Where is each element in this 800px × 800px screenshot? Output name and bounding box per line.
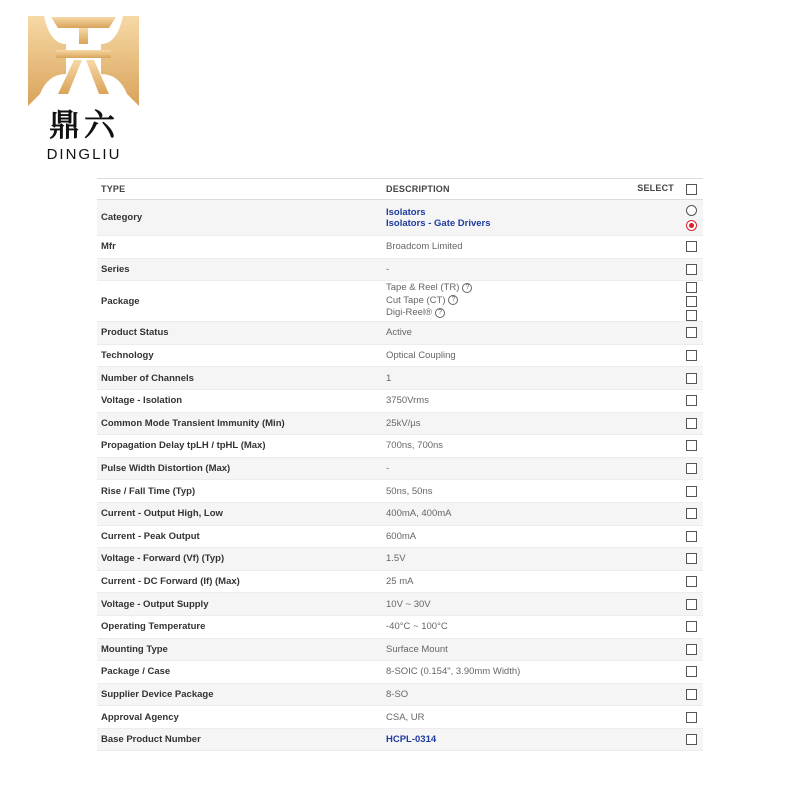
row-value: 25kV/µs <box>382 412 627 435</box>
table-row <box>97 593 703 616</box>
row-select <box>627 615 703 638</box>
table-row <box>97 435 703 458</box>
row-select <box>627 344 703 367</box>
row-checkbox[interactable] <box>686 508 697 519</box>
package-option-digi-reel <box>386 307 623 320</box>
package-checkbox-tape-reel[interactable] <box>686 282 697 293</box>
help-icon[interactable]: ? <box>462 283 472 293</box>
package-option-cut-tape <box>386 295 623 308</box>
header-select <box>627 179 703 200</box>
table-row <box>97 344 703 367</box>
package-option-label: Digi-Reel® <box>386 307 433 319</box>
row-select <box>627 389 703 412</box>
package-option-label: Cut Tape (CT) <box>386 294 446 306</box>
table-row <box>97 457 703 480</box>
row-value: Active <box>382 322 627 345</box>
row-checkbox[interactable] <box>686 395 697 406</box>
table-row-series <box>97 258 703 281</box>
row-label: Approval Agency <box>97 706 382 729</box>
row-label: Voltage - Output Supply <box>97 593 382 616</box>
header-select-label: SELECT <box>637 183 674 194</box>
row-select <box>627 525 703 548</box>
table-row <box>97 638 703 661</box>
header-description: DESCRIPTION <box>382 179 627 200</box>
row-value: - <box>382 457 627 480</box>
row-checkbox[interactable] <box>686 734 697 745</box>
brand-name-en: DINGLIU <box>46 146 122 163</box>
row-value: - <box>382 258 627 281</box>
table-row-base-product <box>97 728 703 751</box>
product-attributes-table <box>97 178 703 751</box>
row-checkbox[interactable] <box>686 373 697 384</box>
row-label: Operating Temperature <box>97 615 382 638</box>
row-value: 8-SO <box>382 683 627 706</box>
row-select <box>627 728 703 751</box>
row-label: Common Mode Transient Immunity (Min) <box>97 412 382 435</box>
row-select <box>627 593 703 616</box>
row-checkbox[interactable] <box>686 689 697 700</box>
dingliu-logo-icon <box>26 14 141 109</box>
brand-name-cn: 鼎六 <box>49 108 119 144</box>
table-row <box>97 525 703 548</box>
row-label: Propagation Delay tpLH / tpHL (Max) <box>97 435 382 458</box>
table-row <box>97 389 703 412</box>
base-product-link[interactable]: HCPL-0314 <box>386 734 437 746</box>
row-select <box>627 200 703 236</box>
row-select <box>627 258 703 281</box>
table-row <box>97 412 703 435</box>
table-row <box>97 548 703 571</box>
row-value: 1 <box>382 367 627 390</box>
row-label: Mfr <box>97 236 382 259</box>
row-label: Technology <box>97 344 382 367</box>
row-select <box>627 548 703 571</box>
row-label: Mounting Type <box>97 638 382 661</box>
row-value: 3750Vrms <box>382 389 627 412</box>
row-select <box>627 412 703 435</box>
table-row <box>97 683 703 706</box>
table-row <box>97 480 703 503</box>
row-checkbox[interactable] <box>686 463 697 474</box>
row-checkbox[interactable] <box>686 440 697 451</box>
row-select <box>627 236 703 259</box>
row-select <box>627 638 703 661</box>
category-link-gate-drivers[interactable]: Isolators - Gate Drivers <box>386 217 491 229</box>
row-checkbox[interactable] <box>686 327 697 338</box>
row-checkbox[interactable] <box>686 350 697 361</box>
table-row <box>97 502 703 525</box>
table-row-package <box>97 281 703 322</box>
category-radio-isolators[interactable] <box>686 205 697 216</box>
row-label: Voltage - Forward (Vf) (Typ) <box>97 548 382 571</box>
row-label: Rise / Fall Time (Typ) <box>97 480 382 503</box>
row-label: Number of Channels <box>97 367 382 390</box>
row-checkbox[interactable] <box>686 621 697 632</box>
row-checkbox[interactable] <box>686 241 697 252</box>
row-checkbox[interactable] <box>686 553 697 564</box>
row-checkbox[interactable] <box>686 418 697 429</box>
row-select <box>627 480 703 503</box>
row-checkbox[interactable] <box>686 712 697 723</box>
row-checkbox[interactable] <box>686 644 697 655</box>
row-value: -40°C ~ 100°C <box>382 615 627 638</box>
row-value: 400mA, 400mA <box>382 502 627 525</box>
header-type: TYPE <box>97 179 382 200</box>
row-checkbox[interactable] <box>686 576 697 587</box>
brand-logo <box>26 14 141 164</box>
category-link-isolators[interactable]: Isolators <box>386 206 426 218</box>
row-label: Base Product Number <box>97 728 382 751</box>
row-select <box>627 435 703 458</box>
row-checkbox[interactable] <box>686 264 697 275</box>
table-row-category <box>97 200 703 236</box>
row-value: Surface Mount <box>382 638 627 661</box>
row-value <box>382 728 627 751</box>
row-select <box>627 661 703 684</box>
select-all-checkbox[interactable] <box>686 184 697 195</box>
row-label: Current - Output High, Low <box>97 502 382 525</box>
row-checkbox[interactable] <box>686 599 697 610</box>
row-value: 600mA <box>382 525 627 548</box>
package-checkbox-cut-tape[interactable] <box>686 296 697 307</box>
row-value: 10V ~ 30V <box>382 593 627 616</box>
row-select <box>627 322 703 345</box>
row-value: Optical Coupling <box>382 344 627 367</box>
table-row <box>97 706 703 729</box>
help-icon[interactable]: ? <box>435 308 445 318</box>
row-checkbox[interactable] <box>686 531 697 542</box>
category-radio-gate-drivers[interactable] <box>686 220 697 231</box>
row-select <box>627 502 703 525</box>
package-option-label: Tape & Reel (TR) <box>386 282 460 294</box>
table-row <box>97 615 703 638</box>
row-value <box>382 200 627 236</box>
row-label: Current - Peak Output <box>97 525 382 548</box>
row-checkbox[interactable] <box>686 486 697 497</box>
row-select <box>627 367 703 390</box>
row-select <box>627 706 703 729</box>
row-label: Supplier Device Package <box>97 683 382 706</box>
row-select <box>627 281 703 322</box>
table-header-row <box>97 179 703 200</box>
row-label: Product Status <box>97 322 382 345</box>
row-checkbox[interactable] <box>686 666 697 677</box>
row-value: 50ns, 50ns <box>382 480 627 503</box>
row-label: Pulse Width Distortion (Max) <box>97 457 382 480</box>
table-row <box>97 661 703 684</box>
row-select <box>627 570 703 593</box>
help-icon[interactable]: ? <box>448 295 458 305</box>
row-select <box>627 457 703 480</box>
table-row <box>97 367 703 390</box>
table-row <box>97 570 703 593</box>
row-label: Package <box>97 281 382 322</box>
package-option-tape-reel <box>386 282 623 295</box>
table-row <box>97 322 703 345</box>
row-label: Current - DC Forward (If) (Max) <box>97 570 382 593</box>
table-row-mfr <box>97 236 703 259</box>
row-select <box>627 683 703 706</box>
row-label: Series <box>97 258 382 281</box>
row-value: CSA, UR <box>382 706 627 729</box>
row-value <box>382 281 627 322</box>
row-label: Package / Case <box>97 661 382 684</box>
row-value: 25 mA <box>382 570 627 593</box>
row-label: Category <box>97 200 382 236</box>
row-value: 8-SOIC (0.154", 3.90mm Width) <box>382 661 627 684</box>
row-value: 1.5V <box>382 548 627 571</box>
row-value: 700ns, 700ns <box>382 435 627 458</box>
row-label: Voltage - Isolation <box>97 389 382 412</box>
row-value: Broadcom Limited <box>382 236 627 259</box>
package-checkbox-digi-reel[interactable] <box>686 310 697 321</box>
